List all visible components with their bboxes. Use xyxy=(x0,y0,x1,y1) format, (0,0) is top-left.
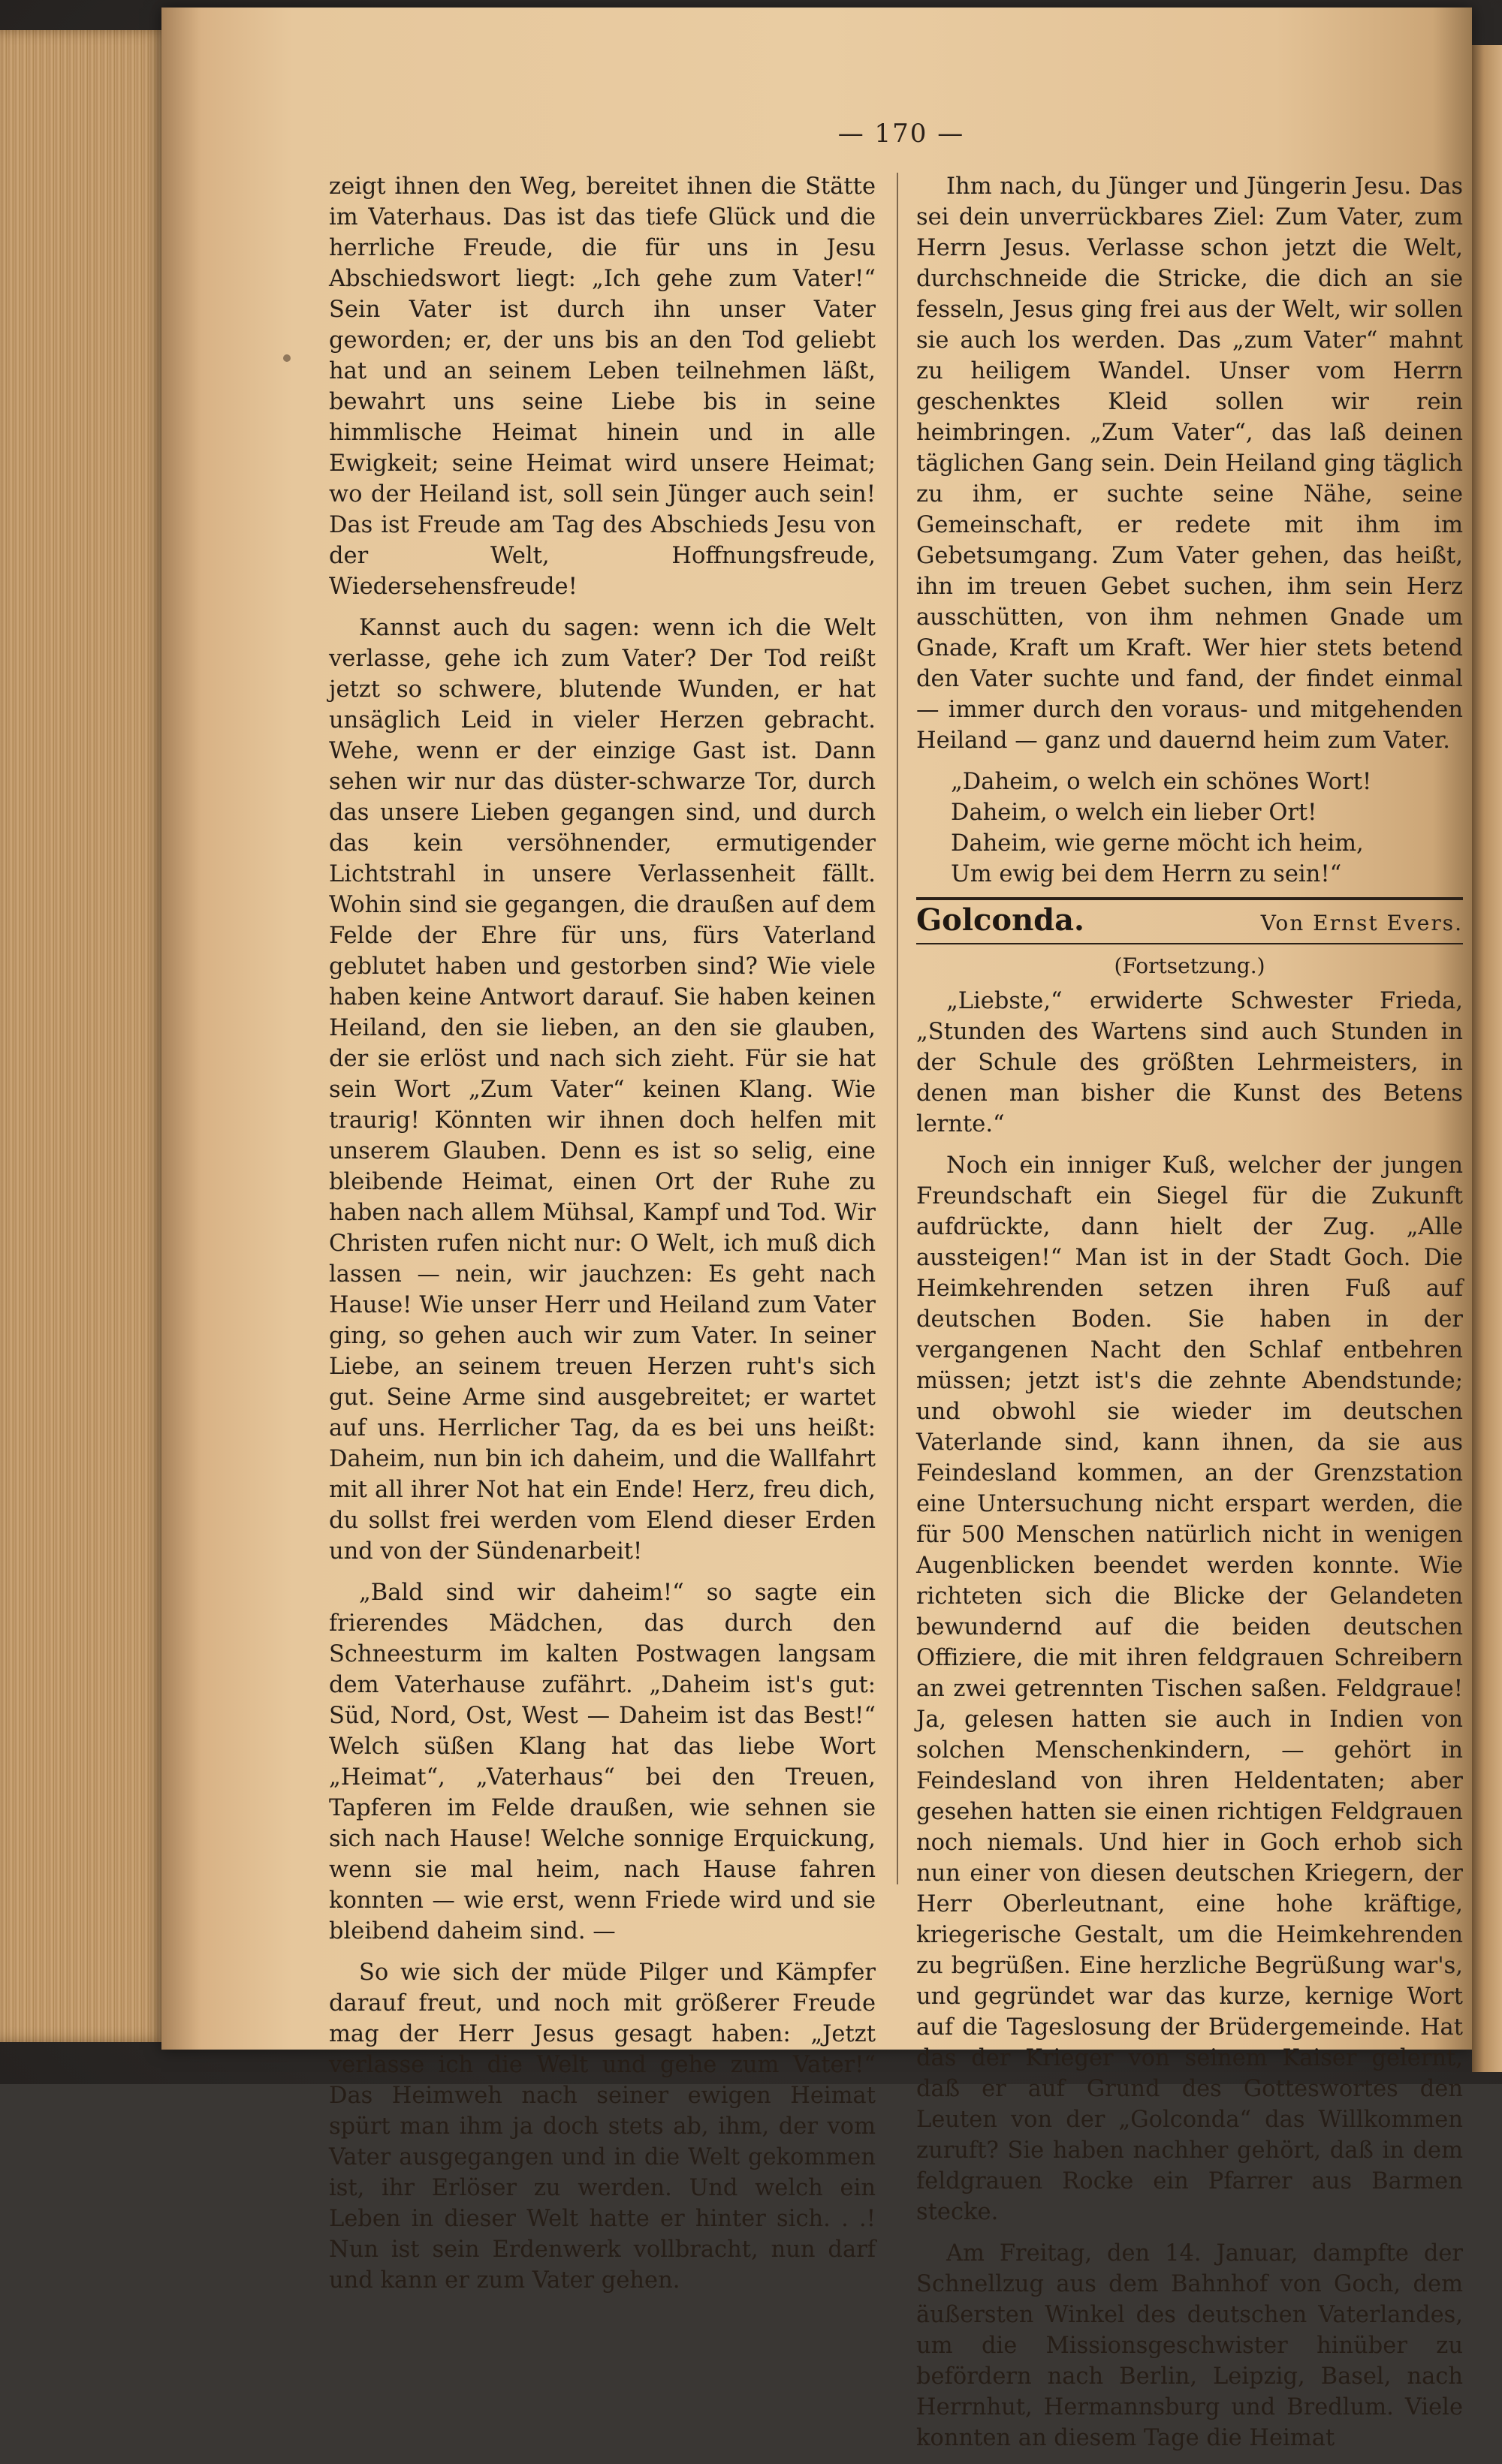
left-paragraph-4: So wie sich der müde Pilger und Kämpfer darauf freut, und noch mit größerer Freude mag der Herr Jesus gesagt haben: „Jetzt verlasse ich die Welt und gehe zum Vater!“ Das Heimweh nach seiner ewigen Heimat spürt man ihm ja doch stets ab, ihm, der vom Vater ausgegangen und in die Welt gekommen ist, ihr Erlöser zu werden. Und welch ein Leben in dieser Welt hatte er hinter sich. . .! Nun ist sein Erdenwerk vollbracht, nun darf und kann er zum Vater gehen. xyxy=(329,1959,876,2294)
poem-line: „Daheim, o welch ein schönes Wort! xyxy=(951,769,1372,795)
left-paragraph-3: „Bald sind wir daheim!“ so sagte ein frierendes Mädchen, das durch den Schneesturm im kalten Postwagen langsam dem Vaterhause zufährt. „Daheim ist's gut: Süd, Nord, Ost, West — Daheim ist das Best!“ Welch süßen Klang hat das liebe Wort „Heimat“, „Vaterhaus“ bei den Treuen, Tapferen im Felde draußen, wie sehnen sie sich nach Hause! Welche sonnige Erquickung, wenn sie mal heim, nach Hause fahren konnten — wie erst, wenn Friede wird und sie bleibend daheim sind. — xyxy=(329,1580,876,1944)
story-author: Von Ernst Evers. xyxy=(1260,911,1463,935)
poem-line: Daheim, wie gerne möcht ich heim, xyxy=(951,830,1364,857)
poem-line: Um ewig bei dem Herrn zu sein!“ xyxy=(951,861,1342,887)
story-title: Golconda. xyxy=(916,902,1084,938)
poem-line: Daheim, o welch ein lieber Ort! xyxy=(951,800,1317,826)
right-paragraph-3: Noch ein inniger Kuß, welcher der jungen Freundschaft ein Siegel für die Zukunft aufdrückte, dann hielt der Zug. „Alle aussteigen!“ Man ist in der Stadt Goch. Die Heimkehrenden setzen ihren Fuß auf deutschen Boden. Sie haben in der vergangenen Nacht den Schlaf entbehren müssen; jetzt ist's die zehnte Abendstunde; und obwohl sie wieder im deutschen Vaterlande sind, kann ihnen, da sie aus Feindesland kommen, an der Grenzstation eine Untersuchung nicht erspart werden, die für 500 Menschen natürlich nicht in wenigen Augenblicken beendet werden konnte. Wie richteten sich die Blicke der Gelandeten bewundernd auf die beiden deutschen Offiziere, die mit ihren feldgrauen Schreibern an zwei getrennten Tischen saßen. Feldgraue! Ja, gelesen hatten sie auch in Indien von solchen Menschenkindern, — gehört in Feindesland von ihren Heldentaten; aber gesehen hatten sie einen richtigen Feldgrauen noch niemals. Und hier in Goch erhob sich nun einer von diesen deutschen Kriegern, der Herr Oberleutnant, eine hohe kräftige, kriegerische Gestalt, um die Heimkehrenden zu begrüßen. Eine herzliche Begrüßung war's, und gegründet war das kurze, kernige Wort auf die Tageslosung der Brüdergemeinde. Hat das der Krieger von seinem Kaiser gelernt, daß er auf Grund des Gotteswortes den Leuten von der „Golconda“ das Willkommen zuruft? Sie haben nachher gehört, daß in dem feldgrauen Rocke ein Pfarrer aus Barmen stecke. xyxy=(916,1152,1463,2225)
left-paragraph-2: Kannst auch du sagen: wenn ich die Welt verlasse, gehe ich zum Vater? Der Tod reißt jetzt so schwere, blutende Wunden, er hat unsäglich Leid in vieler Herzen gebracht. Wehe, wenn er der einzige Gast ist. Dann sehen wir nur das düster-schwarze Tor, durch das unsere Lieben gegangen sind, und durch das kein versöhnender, ermutigender Lichtstrahl in unsere Verlassenheit fällt. Wohin sind sie gegangen, die draußen auf dem Felde der Ehre für uns, fürs Vaterland geblutet haben und gestorben sind? Wie viele haben keine Antwort darauf. Sie haben keinen Heiland, den sie lieben, an den sie glauben, der sie erlöst und nach sich zieht. Für sie hat sein Wort „Zum Vater“ keinen Klang. Wie traurig! Könnten wir ihnen doch helfen mit unserem Glauben. Denn es ist so selig, eine bleibende Heimat, einen Ort der Ruhe zu haben nach allem Mühsal, Kampf und Tod. Wir Christen rufen nicht nur: O Welt, ich muß dich lassen — nein, wir jauchzen: Es geht nach Hause! Wie unser Herr und Heiland zum Vater ging, so gehen auch wir zum Vater. In seiner Liebe, an seinem treuen Herzen ruht's sich gut. Seine Arme sind ausgebreitet; er wartet auf uns. Herrlicher Tag, da es bei uns heißt: Daheim, nun bin ich daheim, und die Wallfahrt mit all ihrer Not hat ein Ende! Herz, freu dich, du sollst frei werden vom Elend dieser Erden und von der Sündenarbeit! xyxy=(329,615,876,1565)
book-page-edges xyxy=(0,30,171,2042)
right-column xyxy=(916,171,1463,2464)
facing-page-edge xyxy=(1472,45,1502,2072)
page-number: — 170 — xyxy=(837,119,965,149)
continuation-note: (Fortsetzung.) xyxy=(1114,953,1265,978)
section-rule-top xyxy=(916,897,1463,900)
left-paragraph-1: zeigt ihnen den Weg, bereitet ihnen die Stätte im Vaterhaus. Das ist das tiefe Glück und die herrliche Freude, die für uns in Jesu Abschiedswort liegt: „Ich gehe zum Vater!“ Sein Vater ist durch ihn unser Vater geworden; er, der uns bis an den Tod geliebt hat und an seinem Leben teilnehmen läßt, bewahrt uns seine Liebe bis in seine himmlische Heimat hinein und in alle Ewigkeit; seine Heimat wird unsere Heimat; wo der Heiland ist, soll sein Jünger auch sein! Das ist Freude am Tag des Abschieds Jesu von der Welt, Hoffnungsfreude, Wiedersehensfreude! xyxy=(329,173,876,600)
section-rule-bottom xyxy=(916,943,1463,944)
ink-smudge xyxy=(283,354,291,362)
column-divider xyxy=(897,173,898,1884)
right-paragraph-2: „Liebste,“ erwiderte Schwester Frieda, „Stunden des Wartens sind auch Stunden in der Schule des größten Lehrmeisters, in denen man bisher die Kunst des Betens lernte.“ xyxy=(916,988,1463,1137)
right-paragraph-1: Ihm nach, du Jünger und Jüngerin Jesu. Das sei dein unverrückbares Ziel: Zum Vater, zum Herrn Jesus. Verlasse schon jetzt die Welt, durchschneide die Stricke, die dich an sie fesseln, Jesus ging frei aus der Welt, wir sollen sie auch los werden. Das „zum Vater“ mahnt zu heiligem Wandel. Unser vom Herrn geschenktes Kleid sollen wir rein heimbringen. „Zum Vater“, das laß deinen täglichen Gang sein. Dein Heiland ging täglich zu ihm, er suchte seine Nähe, seine Gemeinschaft, er redete mit ihm im Gebetsumgang. Zum Vater gehen, das heißt, ihn im treuen Gebet suchen, ihm sein Herz ausschütten, von ihm nehmen Gnade um Gnade, Kraft um Kraft. Wer hier stets betend den Vater suchte und fand, der findet einmal — immer durch den voraus- und mitgehenden Heiland — ganz und dauernd heim zum Vater. xyxy=(916,173,1463,754)
right-paragraph-4: Am Freitag, den 14. Januar, dampfte der Schnellzug aus dem Bahnhof von Goch, dem äußersten Winkel des deutschen Vaterlandes, um die Missionsgeschwister hinüber zu befördern nach Berlin, Leipzig, Basel, nach Herrnhut, Hermannsburg und Bredlum. Viele konnten an diesem Tage die Heimat xyxy=(916,2240,1463,2451)
left-column xyxy=(329,171,876,2306)
poem xyxy=(951,767,1463,890)
story-heading xyxy=(916,902,1463,938)
